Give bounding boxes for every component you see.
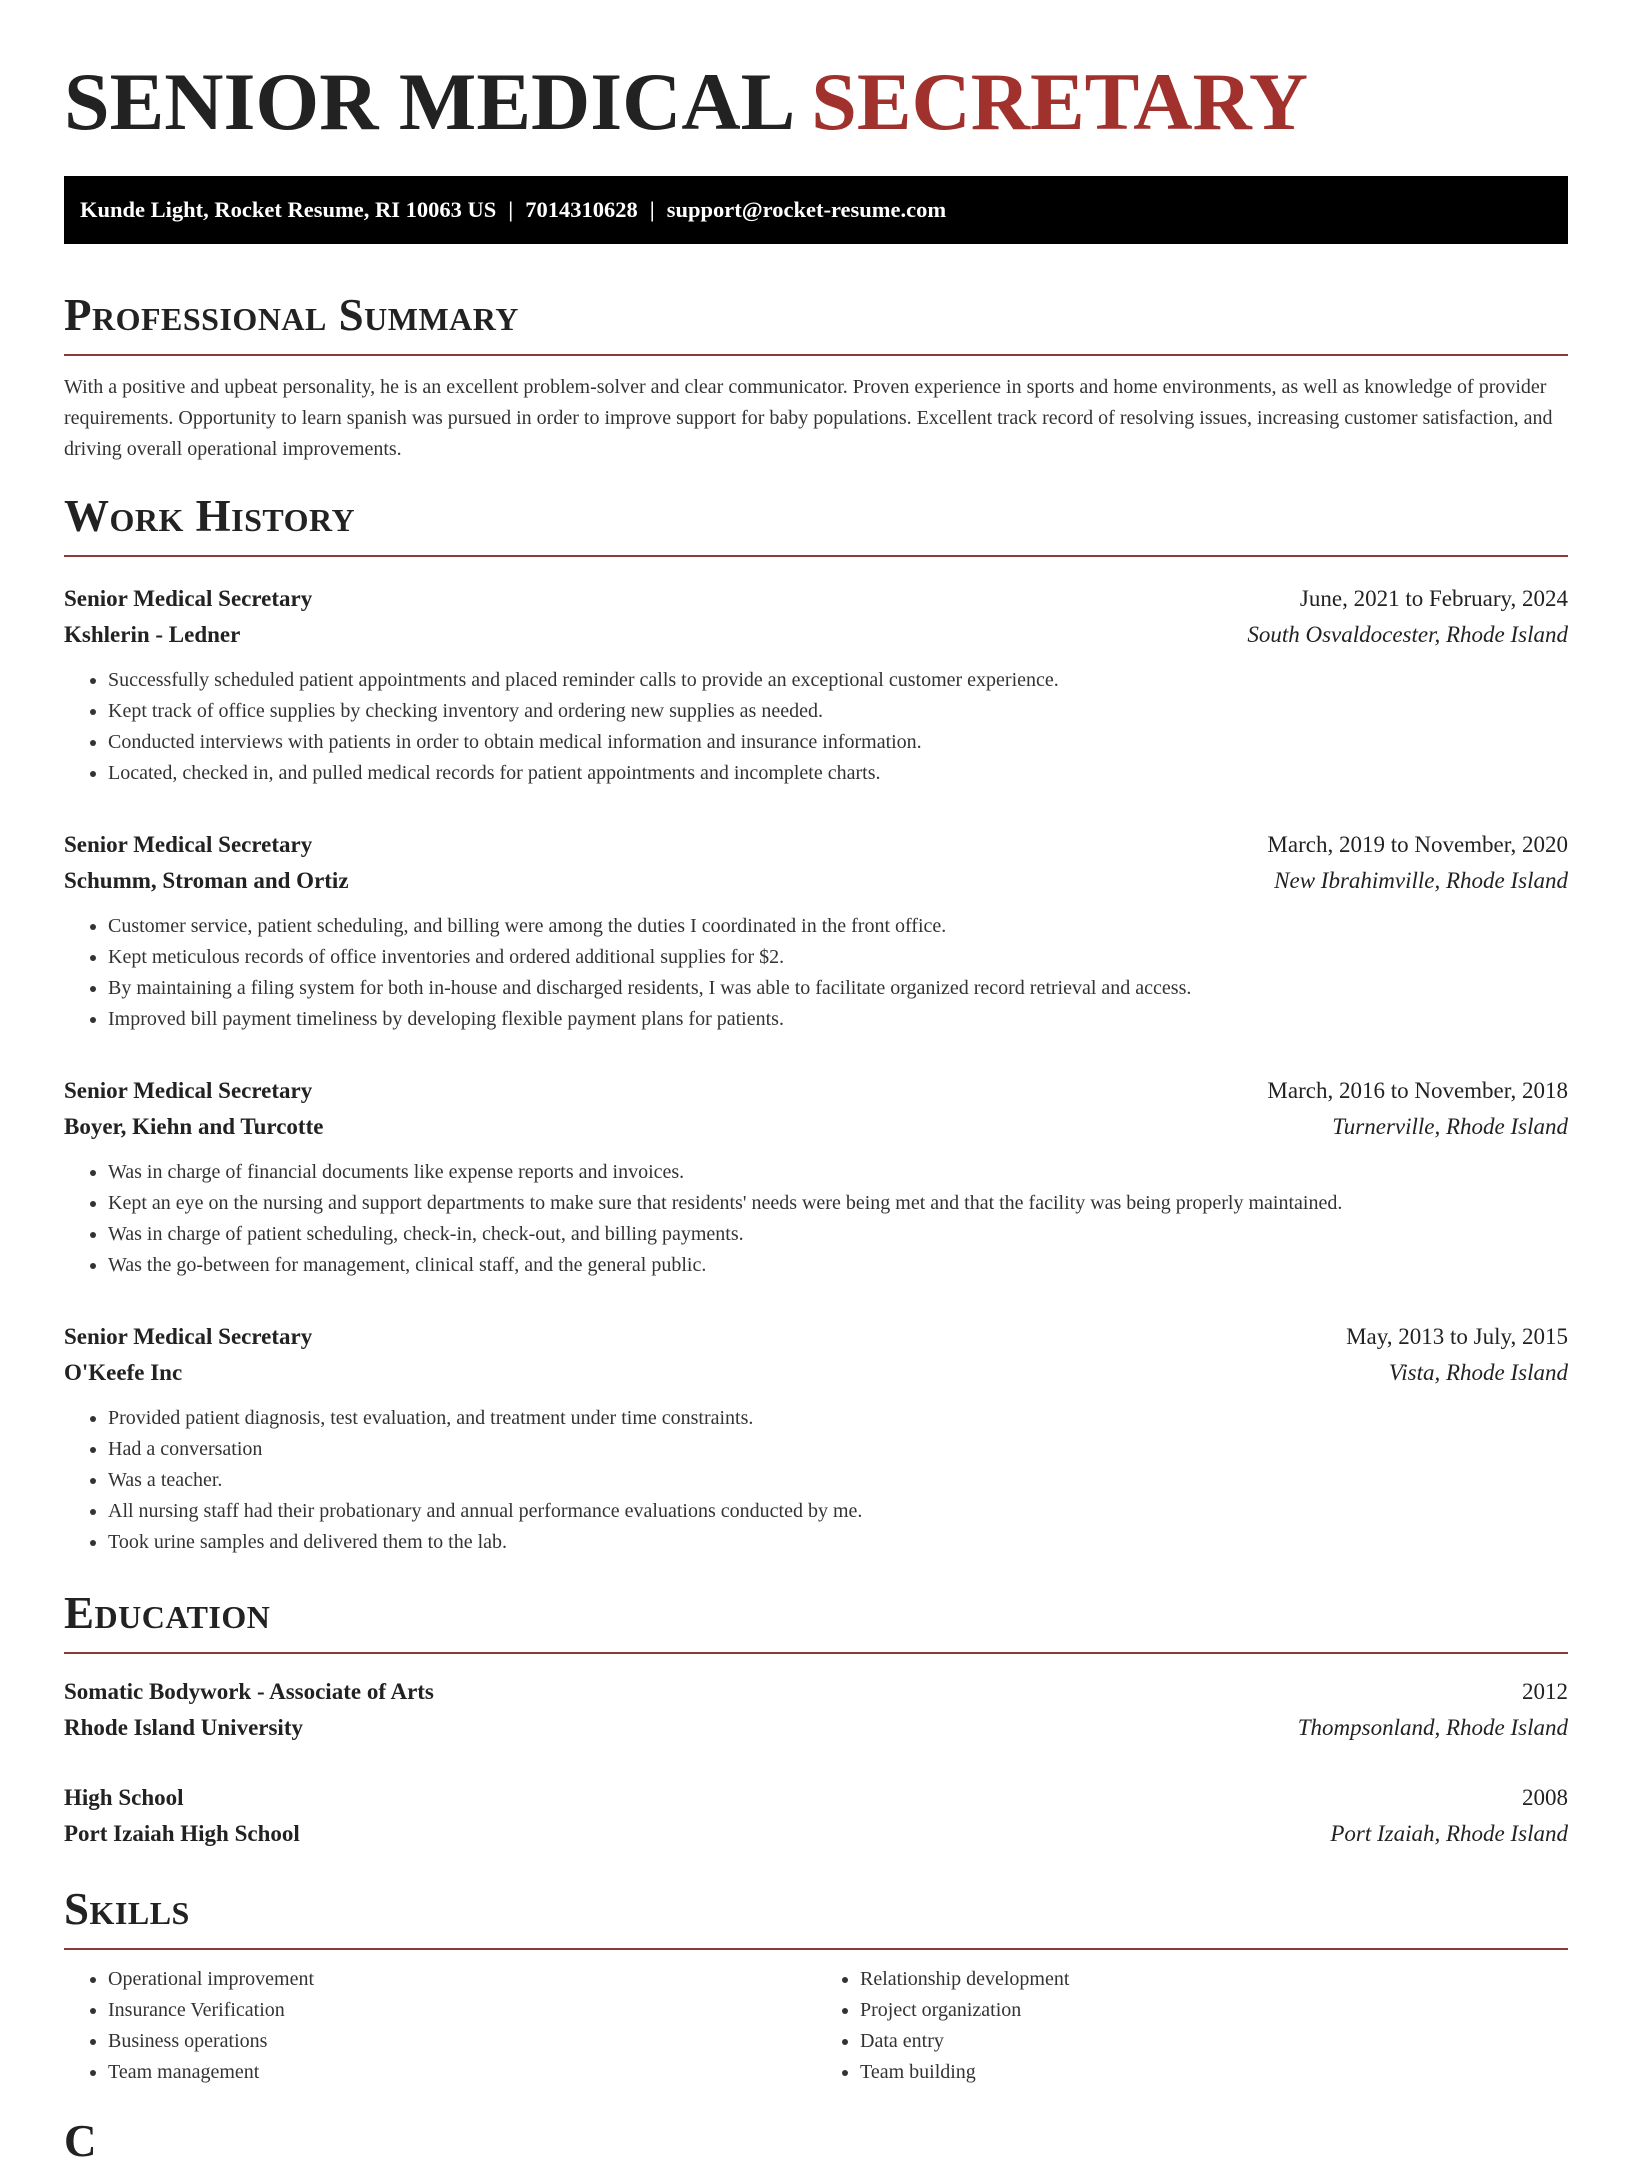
education-school: Rhode Island University [64, 1715, 303, 1740]
list-item: • Conducted interviews with patients in order to obtain medical information and insurance information. [108, 727, 1568, 758]
list-item: • Kept an eye on the nursing and support departments to make sure that residents' needs were being met and that the facility was being properly maintained. [108, 1188, 1568, 1219]
list-item: • Kept track of office supplies by checking inventory and ordering new supplies as needed. [108, 696, 1568, 727]
skill-item: • Data entry [860, 2026, 1568, 2057]
list-item: • Improved bill payment timeliness by developing flexible payment plans for patients. [108, 1004, 1568, 1035]
section-divider [64, 555, 1568, 557]
education-school: Port Izaiah High School [64, 1821, 300, 1846]
job-title: Senior Medical Secretary [64, 1078, 313, 1103]
job-company: Boyer, Kiehn and Turcotte [64, 1114, 324, 1139]
resume-title [64, 0, 1568, 152]
summary-section [64, 286, 1568, 465]
education-degree: High School [64, 1785, 184, 1810]
job-dates: June, 2021 to February, 2024 [1299, 586, 1568, 611]
skill-item: • Team building [860, 2057, 1568, 2088]
section-divider [64, 1652, 1568, 1654]
list-item: • Was a teacher. [108, 1465, 1568, 1496]
job-company: Kshlerin - Ledner [64, 622, 241, 647]
section-divider [64, 354, 1568, 356]
job-entry [64, 827, 1568, 1035]
skill-item: • Insurance Verification [108, 1995, 816, 2026]
list-item: • Successfully scheduled patient appointments and placed reminder calls to provide an exceptional customer experience. [108, 665, 1568, 696]
list-item: • Was the go-between for management, clinical staff, and the general public. [108, 1250, 1568, 1281]
job-company: O'Keefe Inc [64, 1360, 183, 1385]
education-degree: Somatic Bodywork - Associate of Arts [64, 1679, 434, 1704]
next-section [64, 2112, 1568, 2170]
job-company-row [64, 617, 1568, 653]
job-title: Senior Medical Secretary [64, 586, 313, 611]
job-duties-list [64, 1403, 1568, 1558]
section-divider [64, 1948, 1568, 1950]
education-entry [64, 1780, 1568, 1852]
education-school-row [64, 1710, 1568, 1746]
education-location: Thompsonland, Rhode Island [1297, 1715, 1568, 1740]
skill-item: • Business operations [108, 2026, 816, 2057]
education-degree-row [64, 1674, 1568, 1710]
skills-heading: Skills [64, 1884, 190, 1934]
contact-bar [64, 176, 1568, 244]
job-company-row [64, 863, 1568, 899]
job-header-row [64, 581, 1568, 617]
contact-separator: | [508, 197, 514, 222]
list-item: • Was in charge of financial documents like expense reports and invoices. [108, 1157, 1568, 1188]
contact-phone: 7014310628 [525, 197, 638, 222]
contact-address: Kunde Light, Rocket Resume, RI 10063 US [80, 197, 497, 222]
work-history-section [64, 487, 1568, 1558]
education-year: 2008 [1522, 1785, 1568, 1810]
job-entry [64, 1319, 1568, 1558]
education-list [64, 1674, 1568, 1852]
skills-column-left [64, 1964, 816, 2088]
job-entry [64, 581, 1568, 789]
job-entry [64, 1073, 1568, 1281]
list-item: • All nursing staff had their probationary and annual performance evaluations conducted by me. [108, 1496, 1568, 1527]
list-item: • Provided patient diagnosis, test evaluation, and treatment under time constraints. [108, 1403, 1568, 1434]
list-item: • Took urine samples and delivered them to the lab. [108, 1527, 1568, 1558]
list-item: • By maintaining a filing system for both in-house and discharged residents, I was able to facilitate organized record retrieval and access. [108, 973, 1568, 1004]
job-company: Schumm, Stroman and Ortiz [64, 868, 349, 893]
skills-section [64, 1880, 1568, 2088]
list-item: • Was in charge of patient scheduling, check-in, check-out, and billing payments. [108, 1219, 1568, 1250]
skill-item: • Team management [108, 2057, 816, 2088]
job-duties-list [64, 1157, 1568, 1281]
job-duties-list [64, 911, 1568, 1035]
job-location: Turnerville, Rhode Island [1332, 1114, 1568, 1139]
job-title: Senior Medical Secretary [64, 1324, 313, 1349]
title-accent: SECRETARY [811, 56, 1309, 147]
list-item: • Had a conversation [108, 1434, 1568, 1465]
education-heading: Education [64, 1588, 271, 1638]
list-item: • Customer service, patient scheduling, and billing were among the duties I coordinated in the front office. [108, 911, 1568, 942]
skills-grid [64, 1964, 1568, 2088]
title-main: SENIOR MEDICAL [64, 56, 791, 147]
job-header-row [64, 827, 1568, 863]
job-dates: March, 2019 to November, 2020 [1267, 832, 1568, 857]
skill-item: • Relationship development [860, 1964, 1568, 1995]
list-item: • Kept meticulous records of office inventories and ordered additional supplies for $2. [108, 942, 1568, 973]
education-location: Port Izaiah, Rhode Island [1330, 1821, 1568, 1846]
job-location: Vista, Rhode Island [1388, 1360, 1568, 1385]
education-entry [64, 1674, 1568, 1746]
job-location: New Ibrahimville, Rhode Island [1274, 868, 1568, 893]
skills-column-right [816, 1964, 1568, 2088]
education-school-row [64, 1816, 1568, 1852]
education-degree-row [64, 1780, 1568, 1816]
skill-item: • Project organization [860, 1995, 1568, 2026]
next-section-heading: C [64, 2116, 97, 2166]
summary-text: With a positive and upbeat personality, he is an excellent problem-solver and clear communicator. Proven experience in sports and home environments, as well as knowledge of provider requirements. Opportunity to learn spanish was pursued in order to improve support for baby populations. Excellent track record of resolving issues, increasing customer satisfaction, and driving overall operational improvements. [64, 376, 1553, 460]
job-duties-list [64, 665, 1568, 789]
job-dates: May, 2013 to July, 2015 [1346, 1324, 1568, 1349]
job-title: Senior Medical Secretary [64, 832, 313, 857]
education-section [64, 1584, 1568, 1852]
contact-email: support@rocket-resume.com [666, 197, 947, 222]
job-header-row [64, 1073, 1568, 1109]
job-company-row [64, 1109, 1568, 1145]
resume-page [64, 0, 1568, 2170]
job-location: South Osvaldocester, Rhode Island [1247, 622, 1568, 647]
contact-separator: | [649, 197, 655, 222]
job-dates: March, 2016 to November, 2018 [1267, 1078, 1568, 1103]
list-item: • Located, checked in, and pulled medical records for patient appointments and incomplete charts. [108, 758, 1568, 789]
summary-heading: Professional Summary [64, 290, 519, 340]
job-company-row [64, 1355, 1568, 1391]
work-history-heading: Work History [64, 491, 356, 541]
job-header-row [64, 1319, 1568, 1355]
skill-item: • Operational improvement [108, 1964, 816, 1995]
work-history-list [64, 581, 1568, 1558]
education-year: 2012 [1522, 1679, 1568, 1704]
